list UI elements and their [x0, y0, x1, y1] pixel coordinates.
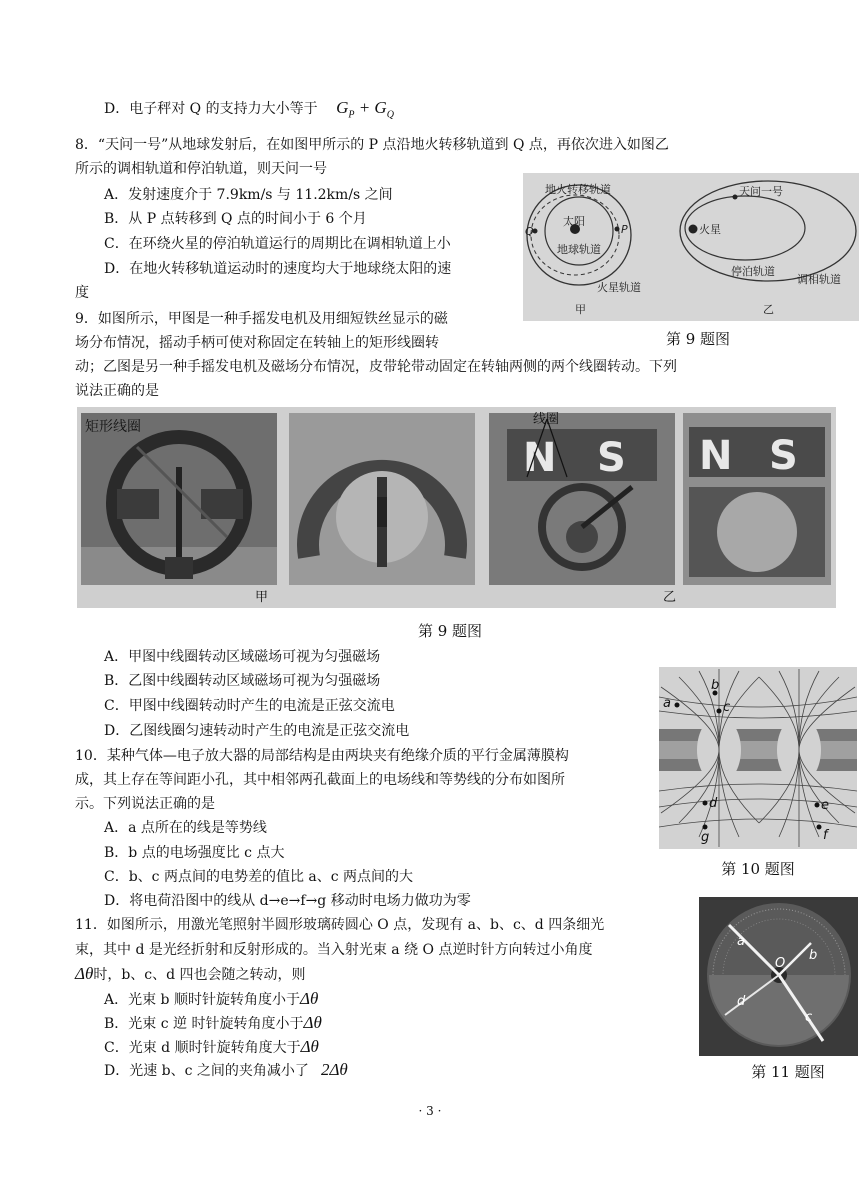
- q7-option-d-text: D．电子秤对 Q 的支持力大小等于: [104, 101, 318, 117]
- q9-stem-line1: 9．如图所示，甲图是一种手摇发电机及用细短铁丝显示的磁: [75, 311, 448, 327]
- label-mars-orbit: 火星轨道: [597, 281, 641, 294]
- q11-option-c-text: C．光束 d 顺时针旋转角度大于: [104, 1040, 301, 1056]
- q10-stem-line3: 示。下列说法正确的是: [75, 796, 215, 812]
- laser-figure-svg: [699, 897, 858, 1056]
- q9-stem-line3: 动；乙图是另一种手摇发电机及磁场分布情况，皮带轮带动固定在转轴两侧的两个线圈转动。下列: [75, 359, 677, 375]
- q10-option-a: A．a 点所在的线是等势线: [104, 820, 267, 836]
- q9-stem-line2: 场分布情况，摇动手柄可使对称固定在转轴上的矩形线圈转: [75, 335, 439, 351]
- q11-option-d-math: 2Δθ: [320, 1060, 348, 1079]
- laser-label-a: a: [737, 934, 745, 949]
- label-d: d: [709, 796, 718, 811]
- label-q: Q: [525, 225, 534, 238]
- label-a: a: [663, 696, 671, 711]
- generator-jia-device: [81, 413, 277, 585]
- q11-stem-line1: 11．如图所示，用激光笔照射半圆形玻璃砖圆心 O 点，发现有 a、b、c、d 四条细光: [75, 917, 605, 933]
- field-lines-figure-svg: [659, 667, 857, 849]
- q8-option-d-line1: D．在地火转移轨道运动时的速度均大于地球绕太阳的速: [104, 261, 452, 277]
- orbit-figure: [523, 173, 859, 321]
- laser-figure: [699, 897, 858, 1056]
- label-b: b: [711, 678, 720, 693]
- label-parking-orbit: 停泊轨道: [731, 265, 775, 278]
- label-sun: 太阳: [563, 215, 585, 228]
- q11-option-b-math: Δθ: [303, 1013, 322, 1032]
- field-lines-caption: 第 10 题图: [721, 860, 795, 878]
- q9-option-a: A．甲图中线圈转动区域磁场可视为匀强磁场: [104, 649, 381, 665]
- q10-stem-line2: 成，其上存在等间距小孔，其中相邻两孔截面上的电场线和等势线的分布如图所: [75, 772, 565, 788]
- q11-stem-line3-text: 时，b、c、d 四也会随之转动，则: [93, 967, 306, 983]
- laser-label-b: b: [809, 948, 818, 963]
- generator-yi-device: [489, 411, 675, 585]
- q11-option-b: [104, 1013, 322, 1034]
- q8-stem-line1: 8．“天问一号”从地球发射后，在如图甲所示的 P 点沿地火转移轨道到 Q 点，再依次进入如图乙: [75, 137, 669, 153]
- label-phasing-orbit: 调相轨道: [797, 273, 841, 286]
- label-f: f: [823, 828, 828, 843]
- q11-option-a-text: A．光束 b 顺时针旋转角度小于: [104, 992, 300, 1008]
- q11-stem-line3: [75, 964, 306, 985]
- label-transfer-orbit: 地火转移轨道: [545, 183, 611, 196]
- label-n-1: N: [523, 435, 557, 481]
- q10-option-d: D．将电荷沿图中的线从 d→e→f→g 移动时电场力做功为零: [104, 893, 471, 909]
- label-yi: 乙: [763, 303, 774, 316]
- label-n-2: N: [699, 433, 733, 479]
- label-rect-coil: 矩形线圈: [85, 419, 141, 435]
- q7-option-d: [104, 98, 394, 125]
- label-p: P: [621, 223, 628, 236]
- generator-jia-field: [289, 413, 475, 585]
- q8-stem-line2: 所示的调相轨道和停泊轨道，则天问一号: [75, 161, 327, 177]
- label-gen-yi: 乙: [663, 590, 677, 605]
- generator-figure-svg: [77, 407, 836, 608]
- label-c: c: [723, 700, 731, 715]
- laser-label-d: d: [737, 994, 746, 1009]
- q9-option-d: D．乙图线圈匀速转动时产生的电流是正弦交流电: [104, 723, 410, 739]
- label-g: g: [701, 830, 710, 845]
- q11-option-c-math: Δθ: [300, 1037, 319, 1056]
- label-probe: 天问一号: [739, 185, 783, 198]
- generator-figure: [77, 407, 836, 608]
- q7-option-d-math: $G_P + G_Q$: [336, 98, 394, 121]
- q9-option-c: C．甲图中线圈转动时产生的电流是正弦交流电: [104, 698, 395, 714]
- q11-option-a-math: Δθ: [299, 989, 319, 1008]
- q11-option-d-text: D．光速 b、c 之间的夹角减小了: [104, 1063, 309, 1079]
- q10-option-b: B．b 点的电场强度比 c 点大: [104, 845, 285, 861]
- label-s-2: S: [769, 433, 798, 479]
- q11-stem-line2: 束，其中 d 是光经折射和反射形成的。当入射光束 a 绕 O 点逆时针方向转过小角度: [75, 942, 593, 958]
- laser-label-c: c: [805, 1010, 813, 1025]
- laser-figure-caption: 第 11 题图: [751, 1063, 825, 1081]
- q8-option-d-line2: 度: [75, 285, 89, 301]
- generator-figure-caption: 第 9 题图: [417, 622, 483, 640]
- generator-yi-field: [683, 413, 831, 585]
- q11-option-b-text: B．光束 c 逆 时针旋转角度小于: [104, 1016, 304, 1032]
- q10-stem-line1: 10．某种气体—电子放大器的局部结构是由两块夹有绝缘介质的平行金属薄膜构: [75, 748, 569, 764]
- q11-option-d: [104, 1060, 348, 1081]
- label-jia: 甲: [575, 303, 586, 316]
- orbit-figure-svg: [523, 173, 859, 321]
- label-mars: 火星: [699, 223, 721, 236]
- q11-option-a: [104, 989, 318, 1010]
- q11-delta-theta: Δθ: [75, 964, 94, 983]
- label-s-1: S: [597, 435, 626, 481]
- q9-option-b: B．乙图中线圈转动区域磁场可视为匀强磁场: [104, 673, 381, 689]
- label-coil: 线圈: [533, 412, 560, 427]
- q10-option-c: C．b、c 两点间的电势差的值比 a、c 两点间的大: [104, 869, 414, 885]
- label-earth-orbit: 地球轨道: [557, 243, 601, 256]
- q8-option-c: C．在环绕火星的停泊轨道运行的周期比在调相轨道上小: [104, 236, 451, 252]
- q9-stem-line4: 说法正确的是: [75, 383, 159, 399]
- page-number: · 3 ·: [418, 1104, 442, 1118]
- label-e: e: [821, 798, 829, 813]
- laser-label-o: O: [775, 956, 786, 971]
- q8-option-a: A．发射速度介于 7.9km/s 与 11.2km/s 之间: [104, 187, 393, 203]
- label-gen-jia: 甲: [255, 590, 269, 605]
- q11-option-c: [104, 1037, 319, 1058]
- orbit-figure-caption: 第 9 题图: [665, 330, 731, 348]
- field-lines-figure: [659, 667, 857, 849]
- q8-option-b: B．从 P 点转移到 Q 点的时间小于 6 个月: [104, 211, 367, 227]
